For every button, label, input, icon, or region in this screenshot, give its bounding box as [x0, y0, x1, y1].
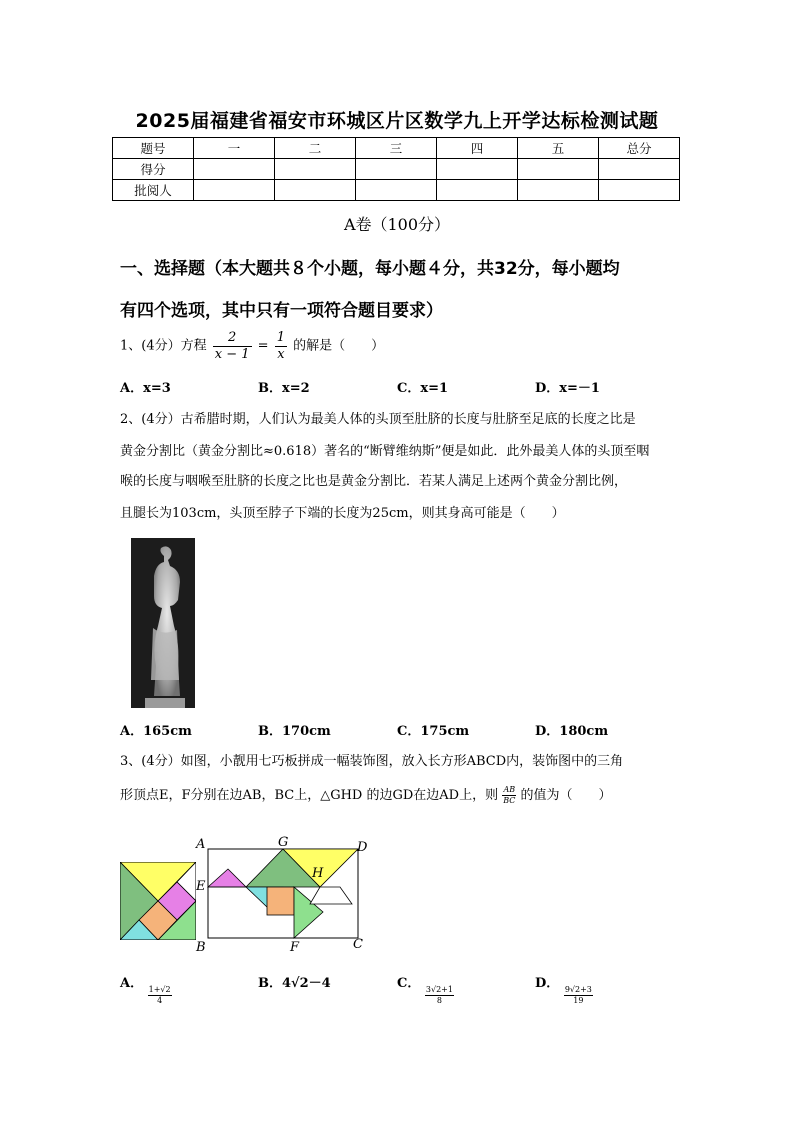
- q3-option-a-fraction: [148, 985, 172, 1007]
- table-cell[interactable]: [275, 180, 356, 201]
- q3-option-d-num: 9√2+3: [564, 985, 593, 996]
- q1-option-b[interactable]: B．x=2: [258, 381, 310, 396]
- table-cell[interactable]: [599, 180, 680, 201]
- q2-line4: 且腿长为103cm，头顶至脖子下端的长度为25cm，则其身高可能是（ ）: [120, 506, 565, 521]
- figure-label-b: B: [196, 940, 206, 955]
- q3-option-a-num: 1+√2: [148, 985, 172, 996]
- q1-frac2-num: 1: [276, 330, 285, 345]
- q1-equals: =: [257, 338, 269, 354]
- q3-option-a-den: 4: [157, 996, 163, 1005]
- q3-option-d-label: D．: [535, 976, 560, 991]
- table-cell: 五: [518, 138, 599, 159]
- q2-option-b[interactable]: B．170cm: [258, 724, 331, 739]
- section-a-heading: A卷（100分）: [343, 215, 451, 234]
- table-row: [113, 159, 680, 180]
- q1-option-c[interactable]: C．x=1: [397, 381, 449, 396]
- q2-line2: 黄金分割比（黄金分割比≈0.618）著名的“断臂维纳斯”便是如此．此外最美人体的头顶至咽: [120, 444, 650, 459]
- table-cell: 得分: [113, 159, 194, 180]
- q3-ratio-den: BC: [503, 796, 516, 805]
- part1-heading-line1: 一、选择题（本大题共８个小题，每小题４分，共32分，每小题均: [120, 259, 620, 279]
- figure-label-e: E: [196, 879, 206, 894]
- q1-fraction-right: [275, 330, 287, 362]
- table-cell: 题号: [113, 138, 194, 159]
- figure-label-d: D: [357, 840, 368, 855]
- tangram-rectangle-figure: [195, 832, 370, 954]
- figure-label-f: F: [290, 940, 300, 955]
- table-cell[interactable]: [356, 180, 437, 201]
- table-cell[interactable]: [194, 180, 275, 201]
- page-title: 2025届福建省福安市环城区片区数学九上开学达标检测试题: [135, 110, 659, 132]
- table-row: [113, 138, 680, 159]
- table-cell[interactable]: [356, 159, 437, 180]
- table-cell: 批阅人: [113, 180, 194, 201]
- q2-option-a[interactable]: A．165cm: [120, 724, 192, 739]
- table-cell: 二: [275, 138, 356, 159]
- q3-option-b[interactable]: B．4√2－4: [258, 976, 331, 991]
- q3-option-c-fraction: [425, 985, 454, 1007]
- q3-option-c-label: C．: [397, 976, 421, 991]
- q3-line2: [120, 784, 612, 806]
- q3-option-d[interactable]: [535, 972, 593, 1005]
- table-cell: 总分: [599, 138, 680, 159]
- q3-line2-suffix: 的值为（ ）: [520, 788, 612, 803]
- table-cell[interactable]: [518, 180, 599, 201]
- q1-frac1-num: 2: [213, 330, 252, 347]
- q2-option-c[interactable]: C．175cm: [397, 724, 470, 739]
- q1-option-d[interactable]: D．x=－1: [535, 381, 600, 396]
- q3-ratio-fraction: [502, 785, 516, 807]
- table-cell[interactable]: [275, 159, 356, 180]
- table-row: [113, 180, 680, 201]
- q1-suffix: 的解是（ ）: [293, 338, 385, 354]
- q1-fraction-left: [213, 330, 252, 362]
- q3-option-a-label: A．: [120, 976, 144, 991]
- figure-label-a: A: [196, 837, 206, 852]
- table-cell[interactable]: [599, 159, 680, 180]
- table-cell: 四: [437, 138, 518, 159]
- table-cell[interactable]: [437, 180, 518, 201]
- score-table: [112, 137, 680, 201]
- table-cell[interactable]: [194, 159, 275, 180]
- table-cell: 一: [194, 138, 275, 159]
- figure-label-g: G: [278, 835, 289, 850]
- q2-option-d[interactable]: D．180cm: [535, 724, 609, 739]
- q3-option-d-fraction: [564, 985, 593, 1007]
- q3-line2-prefix: 形顶点E，F分别在边AB，BC上，△GHD 的边GD在边AD上，则: [120, 788, 499, 803]
- q1-stem: [120, 330, 384, 362]
- figure-label-h: H: [312, 866, 324, 881]
- q1-option-a[interactable]: A．x=3: [120, 381, 171, 396]
- table-cell[interactable]: [437, 159, 518, 180]
- q1-frac1-den: x − 1: [214, 346, 250, 362]
- q3-ratio-num: AB: [502, 785, 516, 796]
- venus-statue-image: [131, 538, 195, 708]
- tangram-square-figure: [120, 862, 196, 940]
- q1-prefix: 1、(4分）方程: [120, 338, 207, 354]
- q3-option-c[interactable]: [397, 972, 454, 1005]
- part1-heading-line2: 有四个选项，其中只有一项符合题目要求）: [120, 301, 443, 321]
- q2-line3: 喉的长度与咽喉至肚脐的长度之比也是黄金分割比．若某人满足上述两个黄金分割比例，: [120, 474, 628, 489]
- q3-option-a[interactable]: [120, 972, 172, 1005]
- q3-option-c-num: 3√2+1: [425, 985, 454, 996]
- q3-option-c-den: 8: [436, 996, 442, 1005]
- table-cell[interactable]: [518, 159, 599, 180]
- q2-line1: 2、(4分）古希腊时期，人们认为最美人体的头顶至肚脐的长度与肚脐至足底的长度之比是: [120, 412, 636, 427]
- table-cell: 三: [356, 138, 437, 159]
- figure-label-c: C: [353, 937, 363, 952]
- q1-frac2-den: x: [277, 346, 285, 362]
- q3-option-d-den: 19: [573, 996, 584, 1005]
- q3-line1: 3、(4分）如图，小靓用七巧板拼成一幅装饰图，放入长方形ABCD内，装饰图中的三角: [120, 754, 624, 769]
